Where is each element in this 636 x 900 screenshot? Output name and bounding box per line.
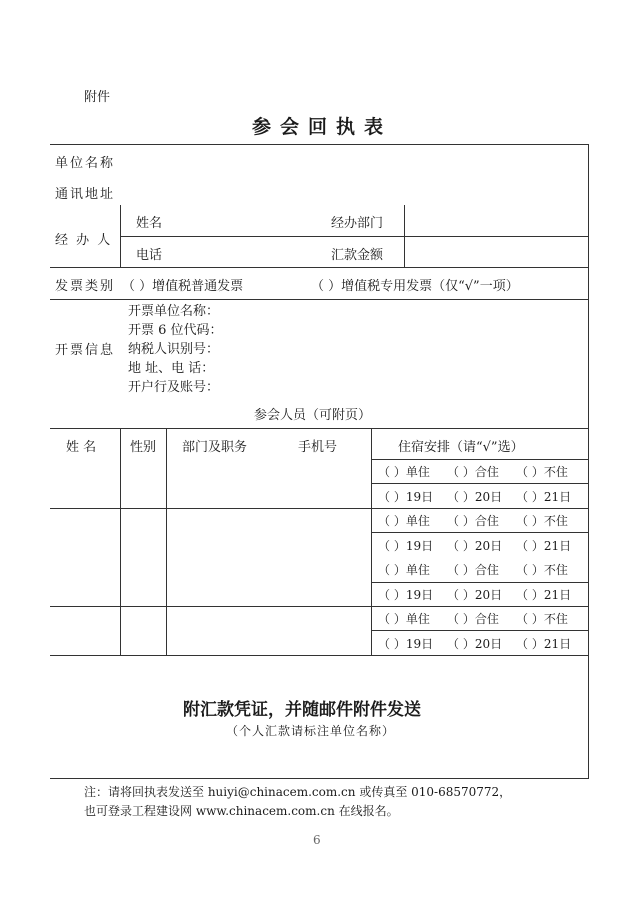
- option-21: （ ）21日: [516, 539, 572, 553]
- option-20: （ ）20日: [447, 490, 503, 504]
- col-header-lodging: 住宿安排（请“√”选）: [398, 440, 524, 455]
- footnote-line-1: 注：请将回执表发送至 huiyi@chinacem.com.cn 或传真至 010-68570772，: [84, 785, 512, 799]
- footnote-line-2: 也可登录工程建设网 www.chinacem.com.cn 在线报名。: [84, 804, 399, 818]
- col-header-dept: 部门及职务: [182, 440, 248, 455]
- col-header-mobile: 手机号: [298, 440, 338, 455]
- option-21: （ ）21日: [516, 588, 572, 602]
- option-19: （ ）19日: [378, 588, 434, 602]
- phone-label: 电话: [136, 248, 163, 263]
- option-20: （ ）20日: [447, 588, 503, 602]
- department-label: 经办部门: [331, 216, 384, 231]
- option-none: （ ）不住: [516, 514, 568, 528]
- option-21: （ ）21日: [516, 490, 572, 504]
- handler-label: 经 办 人: [55, 233, 113, 248]
- option-shared: （ ）合住: [447, 563, 499, 577]
- remittance-subnote: （个人汇款请标注单位名称）: [226, 724, 396, 738]
- invoice-info-lines: [128, 302, 223, 397]
- attachment-label: 附件: [84, 90, 111, 105]
- attendees-caption: 参会人员（可附页）: [254, 408, 372, 423]
- option-single: （ ）单住: [378, 514, 430, 528]
- invoice-type-label: 发票类别: [55, 279, 116, 294]
- col-header-gender: 性别: [130, 440, 157, 455]
- col-header-name: 姓 名: [66, 440, 97, 455]
- option-none: （ ）不住: [516, 612, 568, 626]
- invoice-info-line: 开票 6 位代码：: [128, 323, 223, 338]
- option-none: （ ）不住: [516, 563, 568, 577]
- invoice-info-line: 纳税人识别号：: [128, 342, 220, 357]
- invoice-info-line: 开票单位名称：: [128, 304, 220, 319]
- option-19: （ ）19日: [378, 637, 434, 651]
- remit-amount-label: 汇款金额: [331, 248, 384, 263]
- address-label: 通讯地址: [55, 187, 116, 202]
- option-20: （ ）20日: [447, 539, 503, 553]
- page-title: 参会回执表: [252, 116, 393, 138]
- option-shared: （ ）合住: [447, 612, 499, 626]
- option-19: （ ）19日: [378, 539, 434, 553]
- name-label: 姓名: [136, 216, 163, 231]
- option-none: （ ）不住: [516, 465, 568, 479]
- option-21: （ ）21日: [516, 637, 572, 651]
- option-single: （ ）单住: [378, 465, 430, 479]
- option-single: （ ）单住: [378, 612, 430, 626]
- option-20: （ ）20日: [447, 637, 503, 651]
- remittance-note: 附汇款凭证，并随邮件附件发送: [183, 700, 421, 720]
- unit-name-label: 单位名称: [55, 156, 116, 171]
- option-19: （ ）19日: [378, 490, 434, 504]
- invoice-option-special: （ ）增值税专用发票（仅“√”一项）: [311, 279, 519, 294]
- invoice-option-normal: （ ）增值税普通发票: [122, 279, 244, 294]
- invoice-info-line: 地 址、电 话：: [128, 361, 215, 376]
- page-number: 6: [313, 833, 321, 847]
- option-shared: （ ）合住: [447, 514, 499, 528]
- option-shared: （ ）合住: [447, 465, 499, 479]
- invoice-info-line: 开户行及账号：: [128, 380, 220, 395]
- invoice-info-label: 开票信息: [55, 343, 116, 358]
- option-single: （ ）单住: [378, 563, 430, 577]
